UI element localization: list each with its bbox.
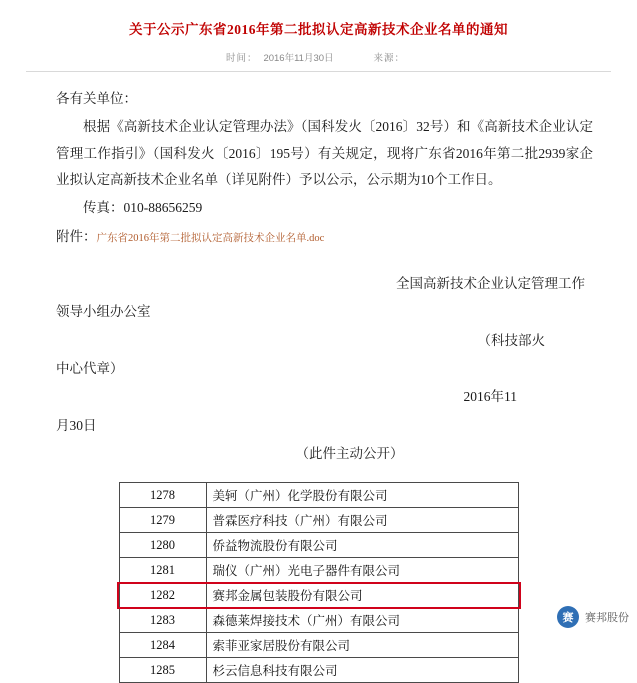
row-company-name: 普霖医疗科技（广州）有限公司 [206, 508, 518, 533]
header-divider [26, 71, 611, 72]
meta-source-label: 来源： [373, 53, 406, 64]
signature-line-5: 2016年11 [463, 389, 517, 405]
row-number: 1281 [119, 558, 206, 583]
row-number: 1280 [119, 533, 206, 558]
row-company-name: 瑞仪（广州）光电子器件有限公司 [206, 558, 518, 583]
table-row-highlighted [119, 583, 518, 608]
watermark-label: 赛邦股份 [585, 612, 629, 624]
row-company-name: 侨益物流股份有限公司 [206, 533, 518, 558]
page-title: 关于公示广东省2016年第二批拟认定高新技术企业名单的通知 [129, 22, 508, 37]
logo-icon: 赛 [557, 606, 579, 628]
table-row [119, 483, 518, 508]
body-paragraph-1: 根据《高新技术企业认定管理办法》（国科发火〔2016〕32号）和《高新技术企业认定管理工作指引》（国科发火〔2016〕195号）有关规定，现将广东省2016年第二批2939家企业拟认定高新技术企业名单（详见附件）予以公示，公示期为10个工作日。 [56, 119, 593, 187]
row-number: 1284 [119, 633, 206, 658]
row-number: 1282 [119, 583, 206, 608]
attachment-link[interactable]: 广东省2016年第二批拟认定高新技术企业名单.doc [96, 232, 325, 244]
row-company-name: 美轲（广州）化学股份有限公司 [206, 483, 518, 508]
company-list-table-wrap [119, 482, 519, 683]
row-number: 1285 [119, 658, 206, 683]
row-number: 1279 [119, 508, 206, 533]
table-row [119, 533, 518, 558]
row-company-name: 索菲亚家居股份有限公司 [206, 633, 518, 658]
row-number: 1278 [119, 483, 206, 508]
signature-line-1: 全国高新技术企业认定管理工作 [396, 275, 585, 291]
row-company-name: 森德莱焊接技术（广州）有限公司 [206, 608, 518, 633]
signature-line-4: 中心代章） [56, 360, 124, 376]
attachment-label: 附件： [56, 228, 97, 244]
meta-time [226, 50, 334, 64]
company-list-table [119, 482, 519, 683]
signature-line-3: （科技部火 [477, 332, 545, 348]
body-paragraph-2: 传真：010-88656259 [83, 200, 203, 216]
signature-line-2: 领导小组办公室 [56, 304, 151, 320]
company-list-body [119, 483, 518, 683]
table-row [119, 658, 518, 683]
table-row [119, 558, 518, 583]
row-company-name: 杉云信息科技有限公司 [206, 658, 518, 683]
table-row [119, 608, 518, 633]
row-number: 1283 [119, 608, 206, 633]
meta-source [374, 50, 412, 64]
document-body [0, 86, 637, 250]
table-row [119, 508, 518, 533]
table-row [119, 633, 518, 658]
signature-block [0, 252, 637, 468]
watermark [557, 606, 629, 628]
meta-time-value: 2016年11月30日 [263, 53, 334, 64]
signature-line-6: 月30日 [56, 417, 97, 433]
meta-time-label: 时间： [225, 53, 258, 64]
salutation: 各有关单位： [56, 91, 137, 106]
row-company-name: 赛邦金属包装股份有限公司 [206, 583, 518, 608]
document-meta [0, 38, 637, 71]
attachment-line [56, 224, 593, 250]
signature-note: （此件主动公开） [295, 445, 404, 461]
